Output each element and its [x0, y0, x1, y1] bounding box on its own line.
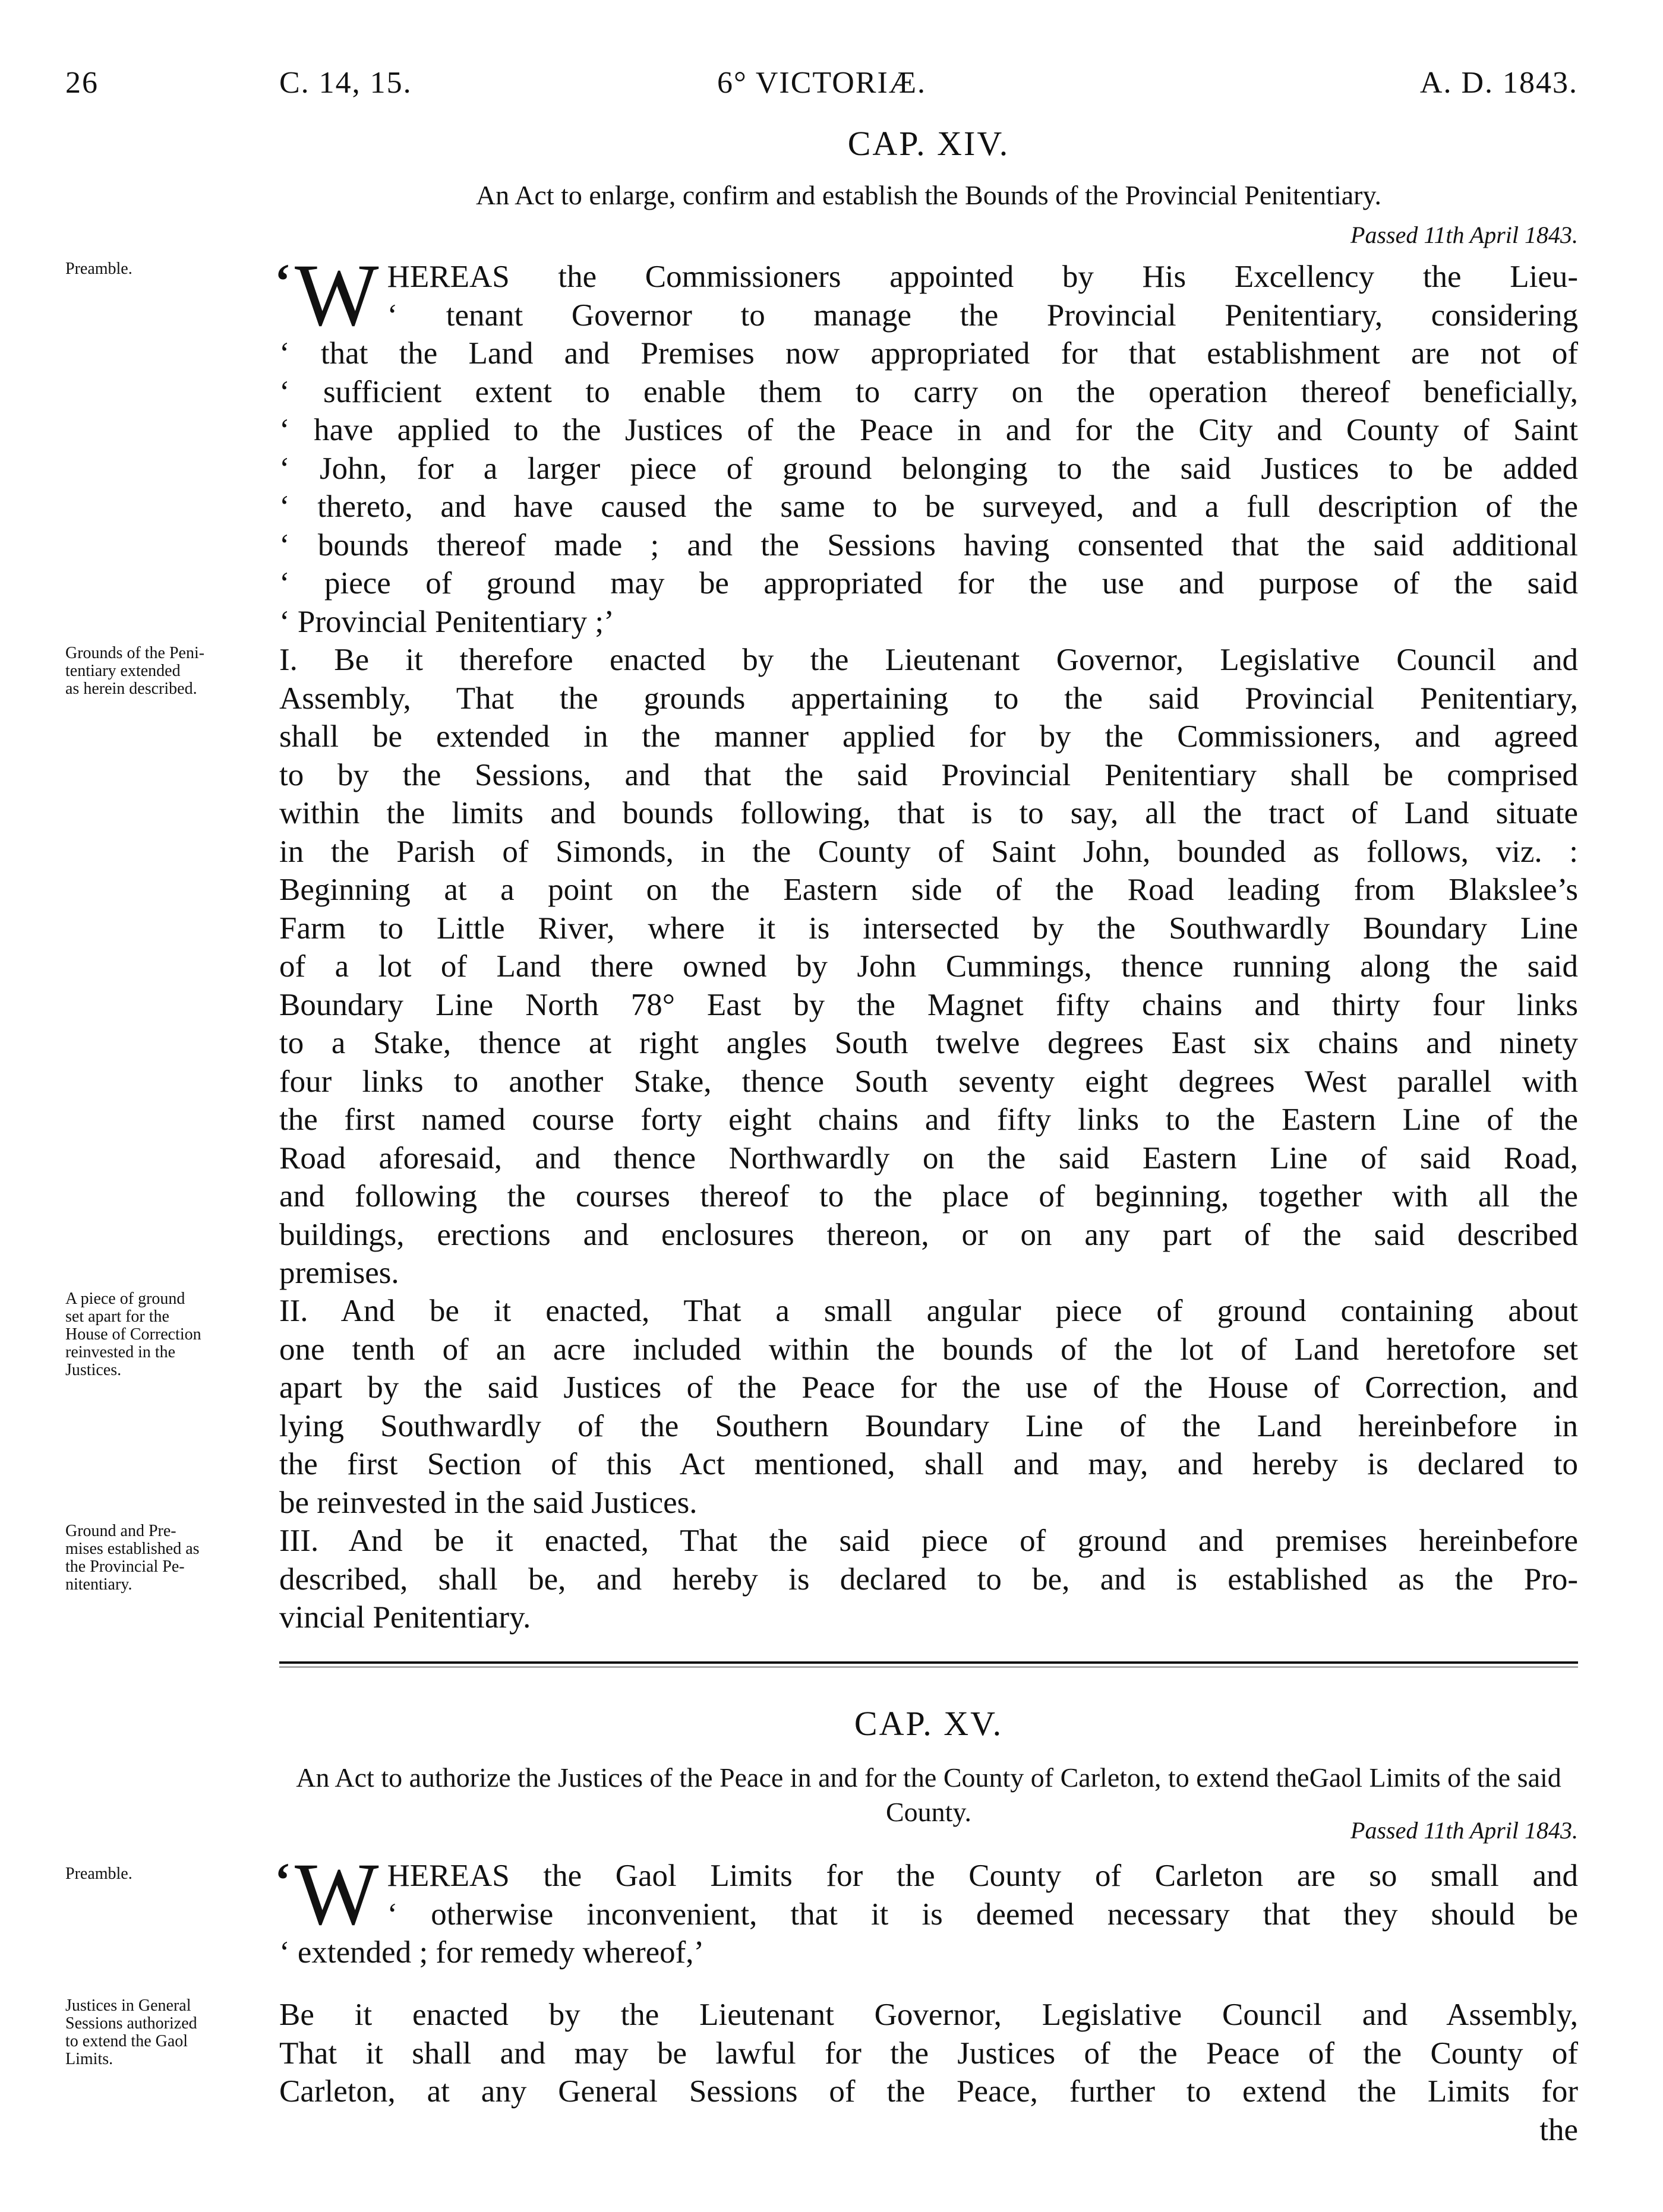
text-line: mises established as — [65, 1540, 200, 1558]
text-line: and following the courses thereof to the place of beginning, together with all the — [279, 1179, 1578, 1214]
text-line: Justices. — [65, 1361, 122, 1379]
cap-14-act-title: An Act to enlarge, confirm and establish the Bounds of the Provincial Penitentiary. — [475, 180, 1382, 210]
margin-note-preamble-14 — [65, 260, 270, 278]
text-line: set apart for the — [65, 1307, 169, 1326]
margin-note-preamble-15 — [65, 1865, 270, 1883]
text-line: Boundary Line North 78° East by the Magnet fifty chains and thirty four links — [279, 987, 1578, 1022]
regnal-year: 6° VICTORIÆ. — [717, 66, 927, 100]
text-line: tentiary extended — [65, 662, 181, 680]
text-line: described, shall be, and hereby is declared to be, and is established as the Pro- — [279, 1562, 1578, 1597]
text-line: of a lot of Land there owned by John Cummings, thence running along the said — [279, 949, 1578, 984]
text-line: to by the Sessions, and that the said Provincial Penitentiary shall be comprised — [279, 757, 1578, 792]
text-line: to extend the Gaol — [65, 2032, 188, 2050]
text-line: Justices in General — [65, 1996, 191, 2015]
text-line: the — [1539, 2112, 1578, 2147]
text-line: Gaol Limits of the said County. — [886, 1762, 1561, 1827]
text-line: buildings, erections and enclosures thereon, or on any part of the said described — [279, 1217, 1578, 1252]
text-line: Be it enacted by the Lieutenant Governor, Legislative Council and Assembly, — [279, 1998, 1578, 2032]
text-line: Assembly, That the grounds appertaining to the said Provincial Penitentiary, — [279, 681, 1578, 716]
text-line: Farm to Little River, where it is intersected by the Southwardly Boundary Line — [279, 911, 1578, 946]
text-line: ‘ piece of ground may be appropriated for the use and purpose of the said — [279, 566, 1578, 601]
text-line: in the Parish of Simonds, in the County of Saint John, bounded as follows, viz. : — [279, 834, 1578, 869]
cap-15-preamble — [279, 1845, 1578, 1972]
margin-note-section-3 — [65, 1522, 270, 1594]
text-line: premises. — [279, 1256, 399, 1290]
text-line: ‘ Provincial Penitentiary ;’ — [279, 604, 614, 639]
text-line: four links to another Stake, thence South seventy eight degrees West parallel with — [279, 1064, 1578, 1099]
cap-15-section-1 — [279, 1996, 1578, 2149]
text-line: HEREAS the Commissioners appointed by His Excellency the Lieu- — [387, 260, 1578, 294]
text-line: the Provincial Pe- — [65, 1557, 185, 1576]
text-line: House of Correction — [65, 1325, 201, 1344]
running-header — [65, 65, 1578, 108]
text-line: nitentiary. — [65, 1575, 132, 1594]
chapter-reference: C. 14, 15. — [279, 66, 412, 100]
text-line: lying Southwardly of the Southern Boundary Line of the Land hereinbefore in — [279, 1408, 1578, 1443]
text-line: one tenth of an acre included within the bounds of the lot of Land heretofore set — [279, 1332, 1578, 1367]
text-line: ‘ sufficient extent to enable them to carry on the operation thereof beneficially, — [279, 374, 1578, 409]
preamble-lines-15 — [279, 1845, 1578, 1972]
text-line: That it shall and may be lawful for the Justices of the Peace of the County of — [279, 2036, 1578, 2071]
text-line: ‘ thereto, and have caused the same to be surveyed, and a full description of the — [279, 489, 1578, 524]
text-line: ‘ otherwise inconvenient, that it is deemed necessary that they should be — [387, 1897, 1578, 1932]
text-line: Sessions authorized — [65, 2014, 197, 2033]
text-line: A piece of ground — [65, 1290, 185, 1308]
text-line: the first named course forty eight chains and fifty links to the Eastern Line of the — [279, 1102, 1578, 1137]
text-line: An Act to authorize the Justices of the Peace in and for the County of Carleton, to extend the — [296, 1762, 1309, 1793]
text-line: Road aforesaid, and thence Northwardly on the said Eastern Line of said Road, — [279, 1140, 1578, 1175]
preamble-open-quote-15: ‘ — [274, 1853, 291, 1907]
text-line: I. Be it therefore enacted by the Lieutenant Governor, Legislative Council and — [279, 643, 1578, 677]
section-divider-rule — [279, 1661, 1578, 1664]
drop-cap-letter-15: W — [295, 1845, 379, 1944]
cap-15-passed-date: Passed 11th April 1843. — [1350, 1817, 1578, 1844]
cap-14-preamble — [279, 246, 1578, 641]
text-line: Preamble. — [65, 260, 132, 278]
text-line: Beginning at a point on the Eastern side of the Road leading from Blakslee’s — [279, 873, 1578, 907]
text-line: Ground and Pre- — [65, 1522, 176, 1540]
text-line: ‘ extended ; for remedy whereof,’ — [279, 1935, 705, 1970]
cap-15-title: CAP. XV. — [854, 1704, 1004, 1743]
preamble-open-quote: ‘ — [274, 254, 291, 308]
text-line: be reinvested in the said Justices. — [279, 1485, 698, 1520]
margin-note-gaol-limits — [65, 1997, 270, 2068]
calendar-year: A. D. 1843. — [1419, 66, 1578, 100]
text-line: ‘ tenant Governor to manage the Provincial Penitentiary, considering — [387, 298, 1578, 333]
text-line: ‘ John, for a larger piece of ground belonging to the said Justices to be added — [279, 451, 1578, 486]
cap-14-title: CAP. XIV. — [847, 124, 1010, 163]
text-line: Limits. — [65, 2050, 113, 2068]
preamble-lines — [279, 246, 1578, 641]
text-line: reinvested in the — [65, 1343, 176, 1361]
page-number: 26 — [65, 66, 99, 100]
text-line: ‘ bounds thereof made ; and the Sessions having consented that the said additional — [279, 527, 1578, 563]
text-line: Grounds of the Peni- — [65, 644, 205, 662]
text-line: HEREAS the Gaol Limits for the County of Carleton are so small and — [387, 1859, 1578, 1893]
text-line: the first Section of this Act mentioned, shall and may, and hereby is declared to — [279, 1447, 1578, 1481]
cap-14-section-1 — [279, 641, 1578, 1293]
cap-14-section-2 — [279, 1292, 1578, 1522]
drop-cap-letter: W — [295, 246, 379, 345]
margin-note-section-1 — [65, 644, 270, 698]
text-line: to a Stake, thence at right angles South twelve degrees East six chains and ninety — [279, 1026, 1578, 1060]
text-line: III. And be it enacted, That the said piece of ground and premises hereinbefore — [279, 1524, 1578, 1558]
text-line: as herein described. — [65, 680, 197, 698]
text-line: ‘ have applied to the Justices of the Peace in and for the City and County of Saint — [279, 413, 1578, 447]
cap-14-section-3 — [279, 1522, 1578, 1637]
text-line: within the limits and bounds following, that is to say, all the tract of Land situate — [279, 796, 1578, 830]
text-line: ‘ that the Land and Premises now appropriated for that establishment are not of — [279, 336, 1578, 371]
margin-note-section-2 — [65, 1290, 270, 1379]
text-line: Carleton, at any General Sessions of the Peace, further to extend the Limits for — [279, 2074, 1578, 2109]
text-line: vincial Penitentiary. — [279, 1600, 531, 1635]
text-line: Preamble. — [65, 1865, 132, 1883]
cap-14-passed-date: Passed 11th April 1843. — [1350, 222, 1578, 248]
text-line: II. And be it enacted, That a small angular piece of ground containing about — [279, 1294, 1578, 1328]
text-line: apart by the said Justices of the Peace for the use of the House of Correction, and — [279, 1370, 1578, 1405]
text-line: shall be extended in the manner applied for by the Commissioners, and agreed — [279, 719, 1578, 754]
